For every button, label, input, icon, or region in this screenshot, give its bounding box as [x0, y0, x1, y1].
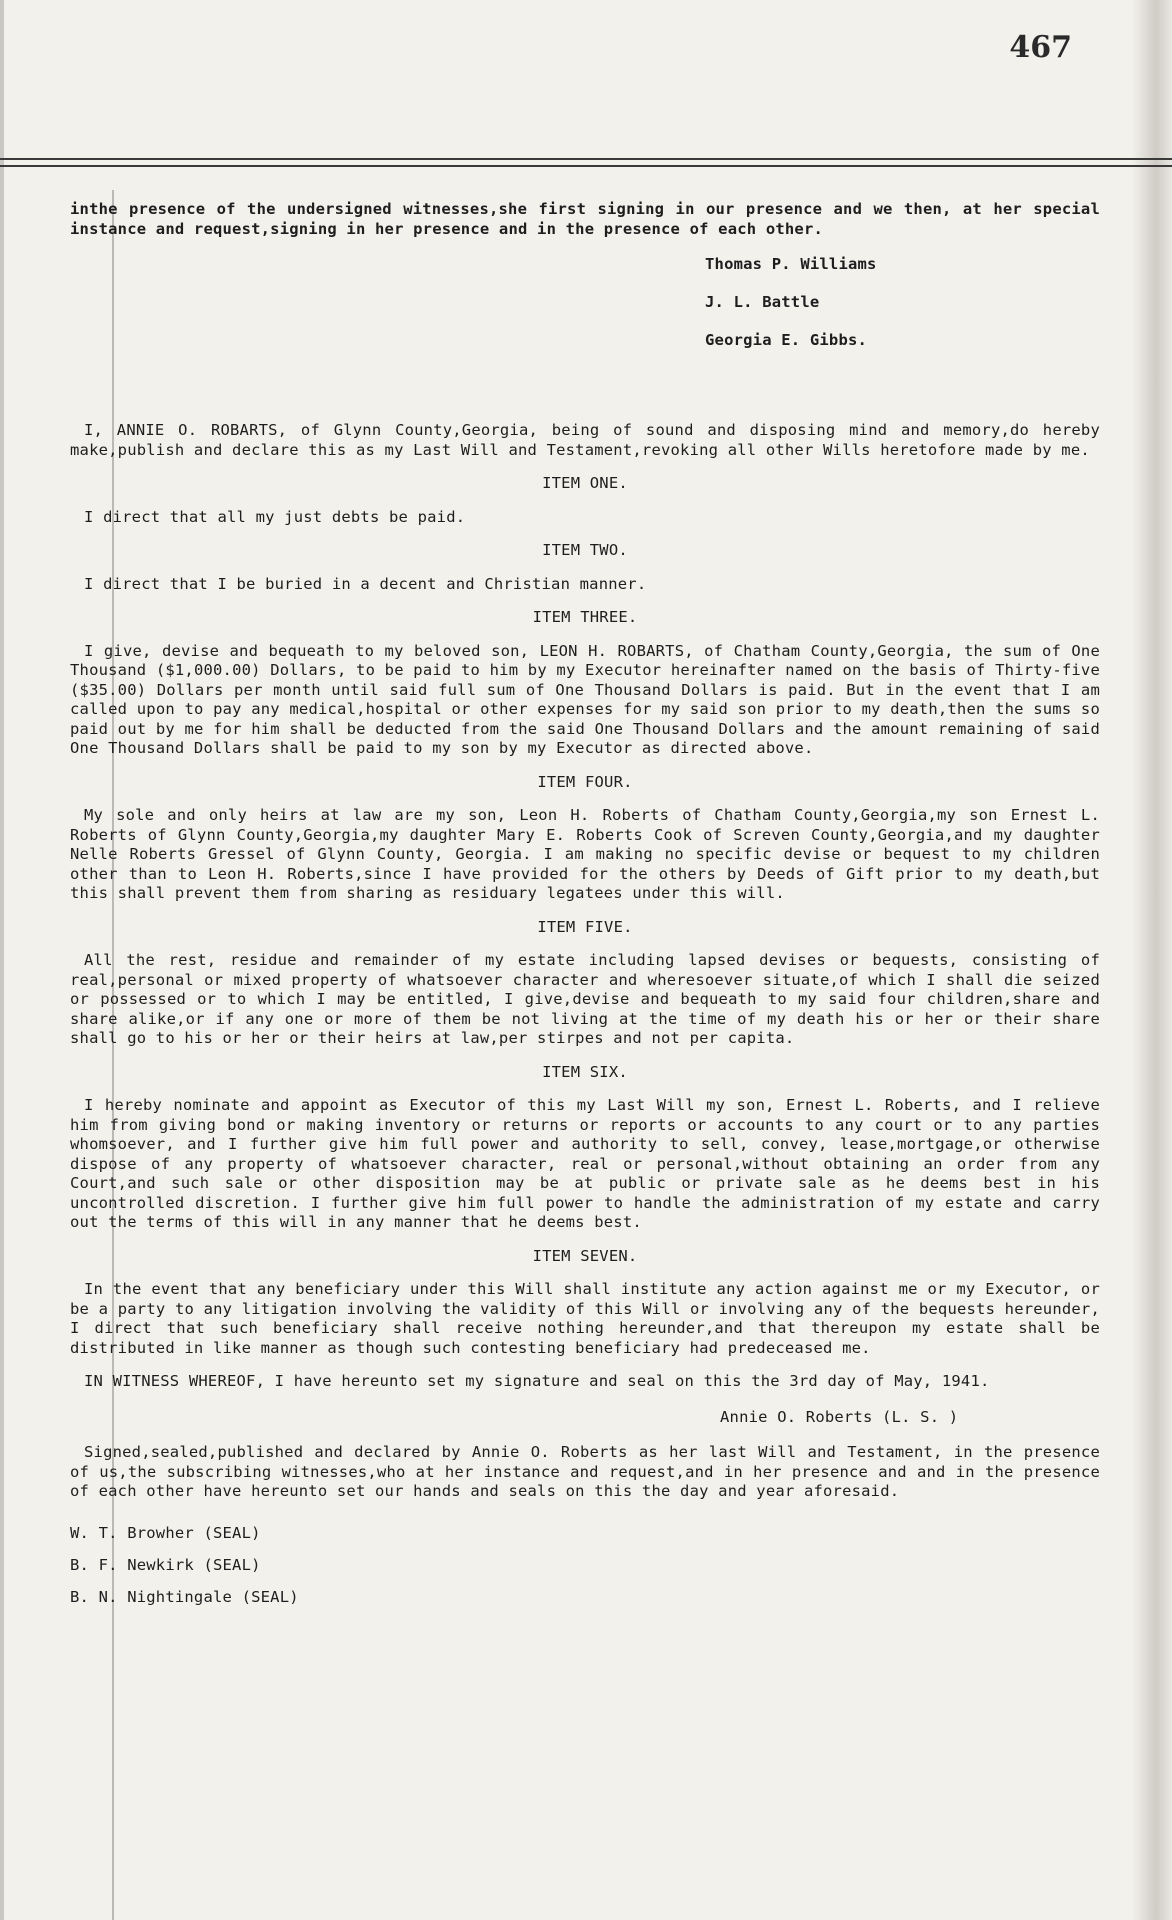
prior-witness-list [705, 255, 1100, 369]
item-heading: ITEM FOUR. [537, 772, 633, 791]
witness-signature: B. N. Nightingale (SEAL) [70, 1587, 299, 1606]
witness-signature: B. F. Newkirk (SEAL) [70, 1555, 261, 1574]
witness-signature: W. T. Browher (SEAL) [70, 1523, 261, 1542]
prior-witness: Georgia E. Gibbs. [705, 331, 868, 349]
attestation-intro: inthe presence of the undersigned witnesses,she first signing in our presence and we then, at her special instance and request,signing in her presence and in the presence of each other. [70, 200, 1100, 238]
page-edge-left [0, 0, 4, 1920]
item-text: I hereby nominate and appoint as Executor of this my Last Will my son, Ernest L. Roberts, and I relieve him from giving bond or making inventory or returns or reports or accounts to any court or to any parties whomsoever, and I further give him full power and authority to sell, convey, lease,mortgage,or otherwise dispose of any property of whatsoever character, real or personal,without obtaining an order from any Court,and such sale or other disposition may be at public or private sale as he deems best in his uncontrolled discretion. I further give him full power to handle the administration of my estate and carry out the terms of this will in any manner that he deems best. [70, 1096, 1100, 1231]
item-text: My sole and only heirs at law are my son, Leon H. Roberts of Chatham County,Georgia,my son Ernest L. Roberts of Glynn County,Georgia,my daughter Mary E. Roberts Cook of Screven County,Georgia,and my daughter Nelle Roberts Gressel of Glynn County, Georgia. I am making no specific devise or bequest to my children other than to Leon H. Roberts,since I have provided for the others by Deeds of Gift prior to my death,but this shall prevent them from sharing as residuary legatees under this will. [70, 806, 1100, 902]
prior-witness: Thomas P. Williams [705, 255, 877, 273]
item-text: I direct that all my just debts be paid. [84, 507, 466, 526]
item-text: I give, devise and bequeath to my beloved son, LEON H. ROBARTS, of Chatham County,Georgia, the sum of One Thousand ($1,000.00) Dollars, to be paid to him by my Executor hereinafter named on the basis of Thirty-five ($35.00) Dollars per month until said full sum of One Thousand Dollars is paid. But in the event that I am called upon to pay any medical,hospital or other expenses for my said son prior to my death,then the sums so paid out by me for him shall be deducted from the said One Thousand Dollars and the amount remaining of said One Thousand Dollars shall be paid to my son by my Executor as directed above. [70, 641, 1100, 757]
item-text: I direct that I be buried in a decent and Christian manner. [84, 574, 647, 593]
prior-witness: J. L. Battle [705, 293, 820, 311]
attestation-clause: Signed,sealed,published and declared by Annie O. Roberts as her last Will and Testament, in the presence of us,the subscribing witnesses,who at her instance and request,and in her presence and and in the presence of each other have hereunto set our hands and seals on this the day and year aforesaid. [70, 1443, 1100, 1500]
item-text: All the rest, residue and remainder of my estate including lapsed devises or bequests, consisting of real,personal or mixed property of whatsoever character and wheresoever situate,of which I shall die seized or possessed or to which I may be entitled, I give,devise and bequeath to my said four children,share and share alike,or if any one or more of them be not living at the time of my death his or her or their share shall go to his or her or their heirs at law,per stirpes and not per capita. [70, 951, 1100, 1047]
item-heading: ITEM FIVE. [537, 917, 633, 936]
page-number: 467 [1009, 30, 1072, 65]
witness-clause: IN WITNESS WHEREOF, I have hereunto set my signature and seal on this the 3rd day of May, 1941. [84, 1372, 990, 1390]
item-heading: ITEM THREE. [532, 608, 638, 626]
item-heading: ITEM SEVEN. [532, 1246, 638, 1265]
testator-signature: Annie O. Roberts (L. S. ) [720, 1407, 959, 1426]
item-heading: ITEM TWO. [542, 541, 628, 559]
will-opening: I, ANNIE O. ROBARTS, of Glynn County,Georgia, being of sound and disposing mind and memory,do hereby make,publish and declare this as my Last Will and Testament,revoking all other Wills heretofore made by me. [70, 421, 1100, 459]
item-text: In the event that any beneficiary under this Will shall institute any action against me or my Executor, or be a party to any litigation involving the validity of this Will or involving any of the bequests hereunder, I direct that such beneficiary shall receive nothing hereunder,and that thereupon my estate shall be distributed in like manner as though such contesting beneficiary had predeceased me. [70, 1280, 1100, 1357]
item-heading: ITEM SIX. [542, 1062, 628, 1081]
witness-list [70, 1524, 1100, 1620]
document-body [70, 200, 1100, 1620]
item-heading: ITEM ONE. [542, 474, 628, 492]
header-rule [0, 158, 1172, 167]
page-edge-right [1132, 0, 1172, 1920]
